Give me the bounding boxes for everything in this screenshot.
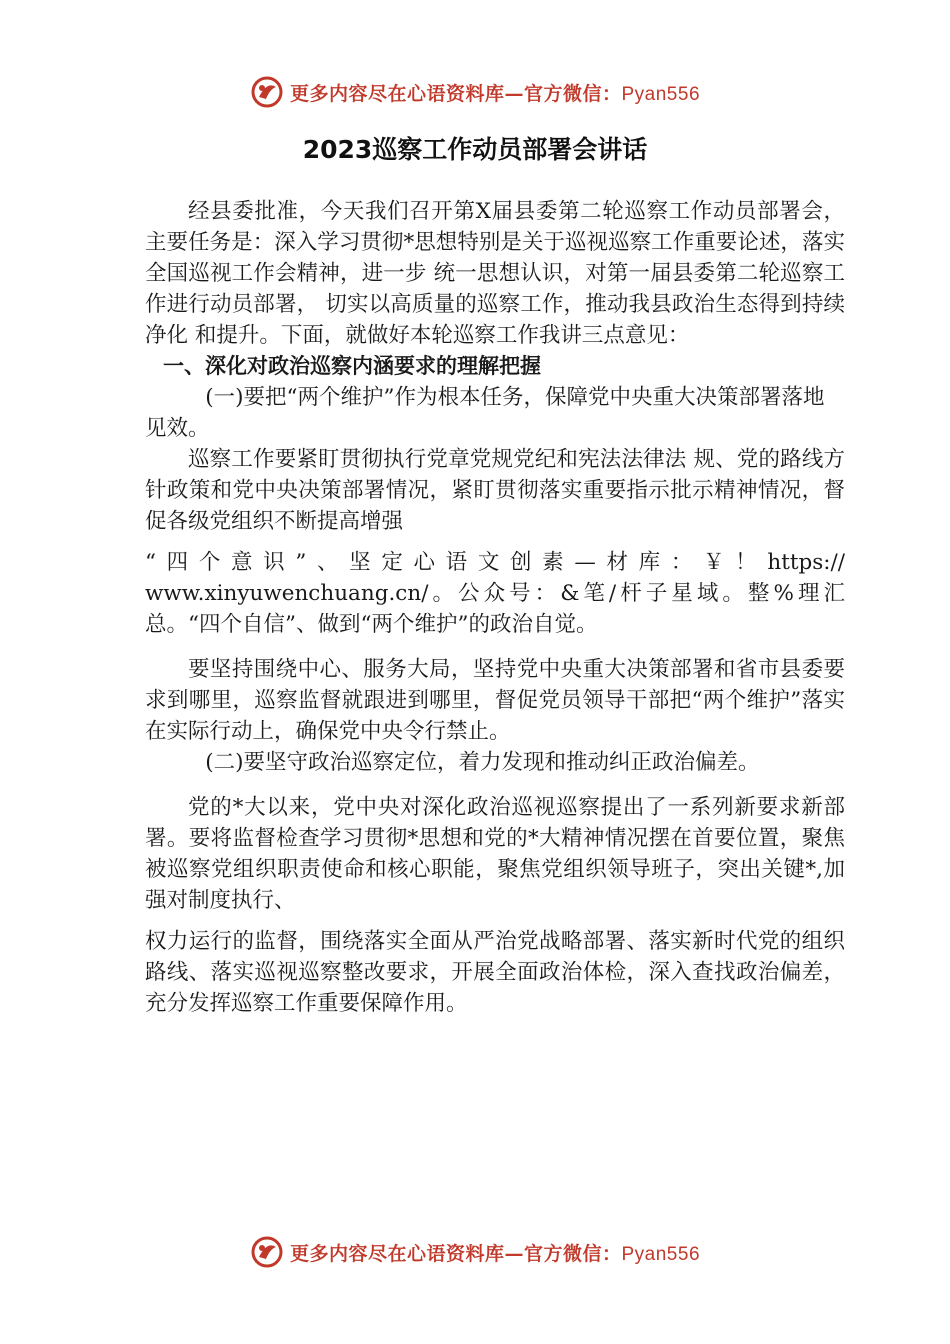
paragraph-3: 要坚持围绕中心、服务大局，坚持党中央重大决策部署和省市县委要求到哪里，巡察监督就跟进到哪里，督促党员领导干部把“两个维护”落实在实际行动上，确保党中央令行禁止。 <box>145 657 845 744</box>
watermark-text: 更多内容尽在心语资料库—官方微信：Pyan556 <box>289 82 701 105</box>
document-body <box>145 196 845 1019</box>
paragraph-2: “四个意识”、坚定心语文创素—材库：￥！https:// www.xinyuwenchuang.cn/。公众号：&笔/杆子星域。整%理汇总。“四个自信”、做到“两个维护”的政治自觉。 <box>145 550 845 637</box>
subheading-1: (一)要把“两个维护”作为根本任务，保障党中央重大决策部署落地见效。 <box>145 385 825 441</box>
intro-paragraph: 经县委批准，今天我们召开第X届县委第二轮巡察工作动员部署会，主要任务是：深入学习贯彻*思想特别是关于巡视巡察工作重要论述，落实全国巡视工作会精神，进一步 统一思想认识，对第一届县委第二轮巡察工作进行动员部署， 切实以高质量的巡察工作，推动我县政治生态得到持续净化 和提升。下面，就做好本轮巡察工作我讲三点意见： <box>145 199 845 348</box>
red-circle-logo-icon <box>250 75 284 109</box>
paragraph-1: 巡察工作要紧盯贯彻执行党章党规党纪和宪法法律法 规、党的路线方针政策和党中央决策部署情况，紧盯贯彻落实重要指示批示精神情况，督促各级党组织不断提高增强 <box>145 447 845 534</box>
paragraph-4: 党的*大以来，党中央对深化政治巡视巡察提出了一系列新要求新部署。要将监督检查学习贯彻*思想和党的*大精神情况摆在首要位置，聚焦被巡察党组织职责使命和核心职能，聚焦党组织领导班子，突出关键*,加强对制度执行、 <box>145 795 845 913</box>
section-heading-1: 一、深化对政治巡察内涵要求的理解把握 <box>163 354 541 378</box>
paragraph-5: 权力运行的监督，围绕落实全面从严治党战略部署、落实新时代党的组织路线、落实巡视巡察整改要求，开展全面政治体检，深入查找政治偏差，充分发挥巡察工作重要保障作用。 <box>145 929 845 1016</box>
red-circle-logo-icon <box>250 1235 284 1269</box>
header-watermark <box>0 72 950 112</box>
footer-watermark <box>0 1232 950 1272</box>
page-title: 2023巡察工作动员部署会讲话 <box>302 135 648 164</box>
subheading-2: (二)要坚守政治巡察定位，着力发现和推动纠正政治偏差。 <box>205 750 760 775</box>
watermark-text: 更多内容尽在心语资料库—官方微信：Pyan556 <box>289 1242 701 1265</box>
